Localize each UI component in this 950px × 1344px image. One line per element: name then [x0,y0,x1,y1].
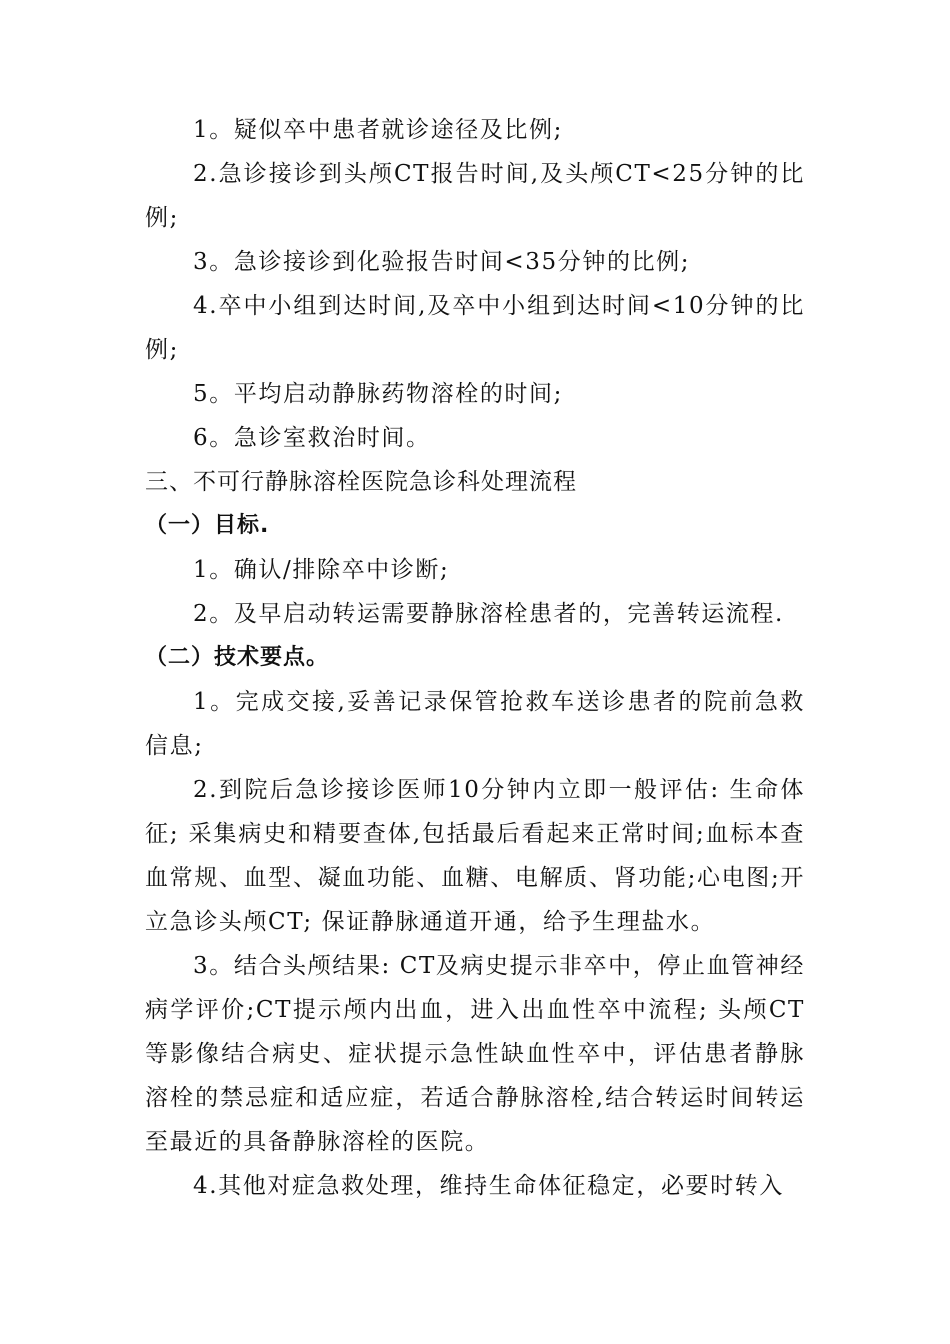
metric-item-5: 5。平均启动静脉药物溶栓的时间; [193,381,563,407]
section-three-title: 三、不可行静脉溶栓医院急诊科处理流程 [145,469,577,495]
document-body [145,108,805,1208]
goal-item-2: 2。及早启动转运需要静脉溶栓患者的，完善转运流程. [193,601,784,627]
metric-item-6: 6。急诊室救治时间。 [193,425,431,451]
tech-heading: （二）技术要点。 [145,645,330,670]
tech-item-2: 2.到院后急诊接诊医师10分钟内立即一般评估: 生命体征; 采集病史和精要查体,包括最后看起来正常时间;血标本查血常规、血型、凝血功能、血糖、电解质、肾功能;心电图;开立急诊头颅CT; 保证静脉通道开通，给予生理盐水。 [145,777,805,935]
metric-item-4: 4.卒中小组到达时间,及卒中小组到达时间<10分钟的比例; [145,293,805,363]
metric-item-2: 2.急诊接诊到头颅CT报告时间,及头颅CT<25分钟的比例; [145,161,805,231]
metric-item-1: 1。疑似卒中患者就诊途径及比例; [193,117,563,143]
tech-item-4: 4.其他对症急救处理，维持生命体征稳定，必要时转入 [193,1173,784,1199]
tech-item-3: 3。结合头颅结果: CT及病史提示非卒中，停止血管神经病学评价;CT提示颅内出血，进入出血性卒中流程; 头颅CT等影像结合病史、症状提示急性缺血性卒中，评估患者静脉溶栓的禁忌症和适应症，若适合静脉溶栓,结合转运时间转运至最近的具备静脉溶栓的医院。 [145,953,805,1155]
tech-item-1: 1。完成交接,妥善记录保管抢救车送诊患者的院前急救信息; [145,689,805,759]
goal-item-1: 1。确认/排除卒中诊断; [193,557,450,583]
goal-heading: （一）目标. [145,513,270,538]
metric-item-3: 3。急诊接诊到化验报告时间<35分钟的比例; [193,249,691,275]
